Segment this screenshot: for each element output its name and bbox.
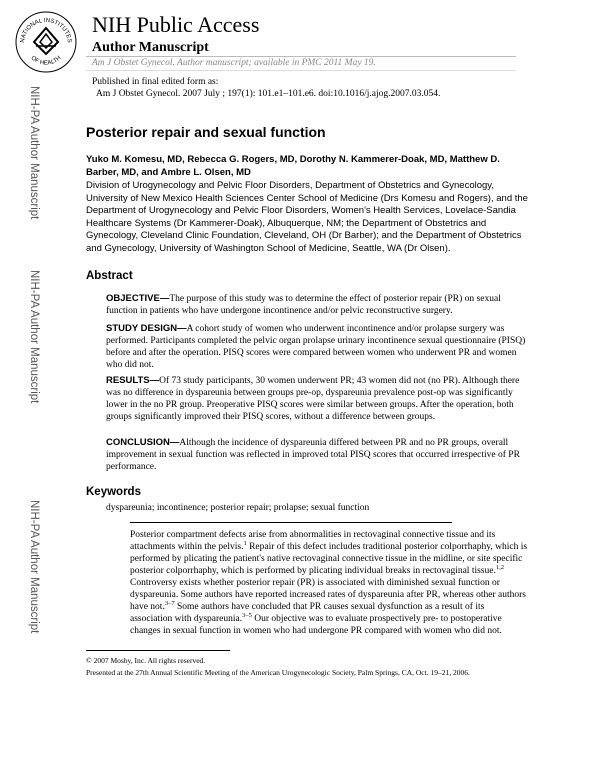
copyright-footnote: © 2007 Mosby, Inc. All rights reserved.: [86, 656, 206, 665]
reference-link[interactable]: 3–7: [164, 599, 175, 607]
results-text: Of 73 study participants, 30 women underwent PR; 43 women did not (no PR). Although there was no difference in dyspareunia between groups pre-op, dyspareunia prevalence post-op was significantly lower in the no PR group. Preoperative PISQ scores were similar between groups. After the operation, both groups significantly improved their PISQ scores, without a difference between groups.: [106, 376, 520, 422]
side-watermark: NIH-PA Author Manuscript: [28, 86, 40, 220]
citation: Am J Obstet Gynecol. 2007 July ; 197(1): 101.e1–101.e6. doi:10.1016/j.ajog.2007.03.054.: [96, 89, 441, 99]
side-watermark: NIH-PA Author Manuscript: [28, 500, 40, 634]
abstract-results: [106, 375, 526, 423]
abstract-conclusion: [106, 437, 526, 473]
section-divider: [130, 522, 452, 523]
header-divider-lower: [86, 70, 516, 71]
keywords-heading: Keywords: [86, 486, 141, 498]
conclusion-label: CONCLUSION—: [106, 437, 180, 448]
nih-seal-icon: [14, 10, 78, 74]
article-title: Posterior repair and sexual function: [86, 124, 326, 140]
affiliations: Division of Urogynecology and Pelvic Floor Disorders, Department of Obstetrics and Gynecology, University of New Mexico Health Sciences Center School of Medicine (Drs Komesu and Rogers), and the Department of Urogynecology and Pelvic Floor Disorders, Women's Health Services, Lovelace-Sandia Healthcare Systems (Dr Kammerer-Doak), Albuquerque, NM; the Department of Obstetrics and Gynecology, Cleveland Clinic Foundation, Cleveland, OH (Dr Barber); and the Department of Obstetrics and Gynecology, University of Washington School of Medicine, Seattle, WA (Dr Olsen).: [86, 180, 528, 254]
publication-info: [92, 76, 440, 100]
design-text: A cohort study of women who underwent incontinence and/or prolapse surgery was performed. Participants completed the pelvic organ prolapse urinary incontinence sexual questionnaire (PISQ) before and after the operation. PISQ scores were compared between women who underwent PR and women who did not.: [106, 324, 526, 370]
objective-label: OBJECTIVE—: [106, 293, 170, 304]
introduction-paragraph: Posterior compartment defects arise from abnormalities in rectovaginal connective tissue and its attachments within the pelvis.$^1$ Repair of this defect includes traditional posterior colporrhaphy, which is performed by plicating the patient's native rectovaginal connective tissue in the midline, or site specific posterior colporrhaphy, which is performed by plicating individual breaks in rectovaginal tissue.$^{1,2}$ Controversy exists whether posterior repair (PR) is associated with diminished sexual function or dyspareunia. Some authors have reported increased rates of dyspareunia after PR, whereas other authors have not.$^{3-7}$ Some authors have concluded that PR causes sexual dysfunction as a result of its association with dyspareunia.$^{3-5}$ Our objective was to evaluate prospectively pre- to postoperative changes in sexual function in women who had undergone PR compared with women who did not.: [130, 530, 528, 636]
nih-public-access-title: NIH Public Access: [92, 12, 260, 37]
presentation-footnote: Presented at the 27th Annual Scientific Meeting of the American Urogynecologic Society, Palm Springs, CA, Oct. 19–21, 2006.: [86, 668, 470, 677]
keywords-list: dyspareunia; incontinence; posterior repair; prolapse; sexual function: [106, 503, 370, 513]
reference-link[interactable]: 3–5: [242, 611, 252, 619]
conclusion-text: Although the incidence of dyspareunia differed between PR and no PR groups, overall improvement in sexual function was reflected in improved total PISQ scores that occurred irrespective of PR performance.: [106, 438, 520, 472]
objective-text: The purpose of this study was to determine the effect of posterior repair (PR) on sexual function in patients who have undergone incontinence and/or pelvic reconstructive surgery.: [106, 294, 501, 316]
footnote-divider: [86, 650, 230, 651]
author-list: Yuko M. Komesu, MD, Rebecca G. Rogers, MD, Dorothy N. Kammerer-Doak, MD, Matthew D. Barber, MD, and Ambre L. Olsen, MD: [86, 154, 500, 178]
abstract-objective: [106, 293, 526, 317]
published-label: Published in final edited form as:: [92, 77, 219, 87]
reference-link[interactable]: 1,2: [495, 563, 504, 571]
svg-text:NATIONAL INSTITUTES: NATIONAL INSTITUTES: [19, 17, 73, 44]
design-label: STUDY DESIGN—: [106, 323, 187, 334]
results-label: RESULTS—: [106, 375, 160, 386]
reference-link[interactable]: 1: [243, 539, 247, 547]
author-manuscript-label: Author Manuscript: [92, 40, 209, 55]
abstract-heading: Abstract: [86, 270, 133, 282]
header-divider: [86, 56, 516, 57]
availability-note: Am J Obstet Gynecol. Author manuscript; available in PMC 2011 May 19.: [92, 58, 376, 68]
svg-text:OF HEALTH: OF HEALTH: [29, 55, 63, 67]
side-watermark: NIH-PA Author Manuscript: [28, 270, 40, 404]
abstract-study-design: [106, 323, 526, 371]
